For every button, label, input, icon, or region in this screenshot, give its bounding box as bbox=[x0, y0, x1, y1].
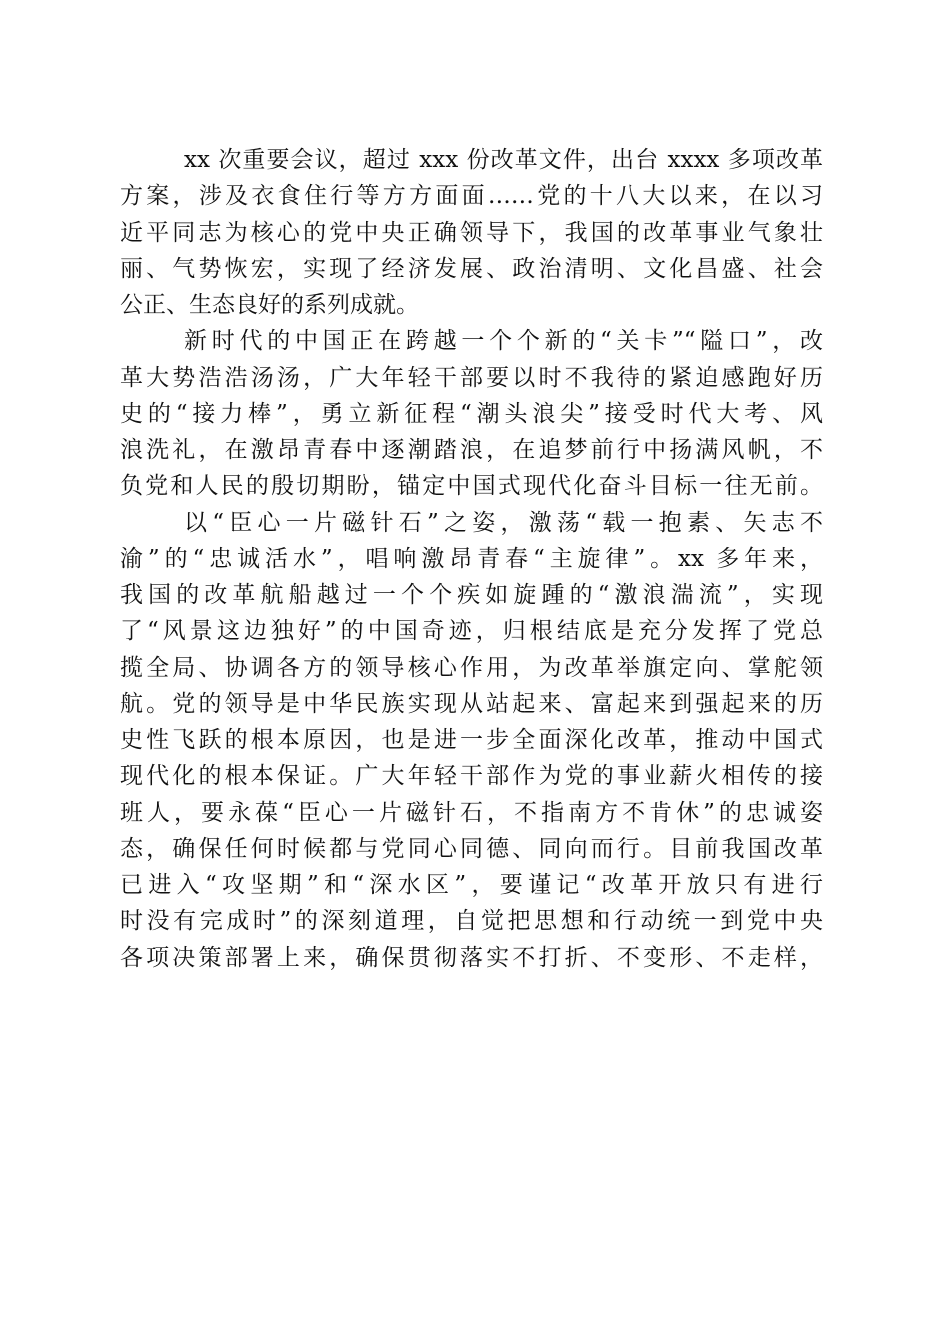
paragraph-line: 史的“接力棒”，勇立新征程“潮头浪尖”接受时代大考、风 bbox=[120, 400, 823, 427]
paragraph-line: 揽全局、协调各方的领导核心作用，为改革举旗定向、掌舵领 bbox=[120, 654, 823, 681]
paragraph-line: 丽、气势恢宏，实现了经济发展、政治清明、文化昌盛、社会 bbox=[120, 255, 823, 282]
paragraph-line: 班人，要永葆“臣心一片磁针石，不指南方不肯休”的忠诚姿 bbox=[120, 799, 823, 826]
paragraph-2 bbox=[120, 323, 823, 504]
paragraph-line: 方案，涉及衣食住行等方方面面……党的十八大以来，在以习 bbox=[120, 183, 823, 210]
paragraph-line: 渝”的“忠诚活水”，唱响激昂青春“主旋律”。xx 多年来， bbox=[120, 545, 823, 572]
paragraph-line: 新时代的中国正在跨越一个个新的“关卡”“隘口”，改 bbox=[184, 328, 823, 355]
paragraph-line: xx 次重要会议，超过 xxx 份改革文件，出台 xxxx 多项改革 bbox=[184, 147, 823, 173]
document-body bbox=[120, 142, 823, 976]
paragraph-line: 了“风景这边独好”的中国奇迹，归根结底是充分发挥了党总 bbox=[120, 618, 823, 645]
paragraph-line: 负党和人民的殷切期盼，锚定中国式现代化奋斗目标一往无前。 bbox=[120, 473, 823, 500]
paragraph-line: 航。党的领导是中华民族实现从站起来、富起来到强起来的历 bbox=[120, 690, 823, 717]
paragraph-line: 态，确保任何时候都与党同心同德、同向而行。目前我国改革 bbox=[120, 835, 823, 862]
paragraph-line: 革大势浩浩汤汤，广大年轻干部要以时不我待的紧迫感跑好历 bbox=[120, 364, 823, 391]
paragraph-line: 已进入“攻坚期”和“深水区”，要谨记“改革开放只有进行 bbox=[120, 872, 823, 898]
paragraph-line: 以“臣心一片磁针石”之姿，激荡“载一抱素、矢志不 bbox=[184, 509, 823, 536]
paragraph-1 bbox=[120, 142, 823, 323]
paragraph-line: 我国的改革航船越过一个个疾如旋踵的“激浪湍流”，实现 bbox=[120, 582, 823, 608]
paragraph-line: 史性飞跃的根本原因，也是进一步全面深化改革，推动中国式 bbox=[120, 727, 823, 753]
paragraph-line: 公正、生态良好的系列成就。 bbox=[120, 292, 419, 318]
paragraph-line: 近平同志为核心的党中央正确领导下，我国的改革事业气象壮 bbox=[120, 219, 823, 246]
paragraph-line: 浪洗礼，在激昂青春中逐潮踏浪，在追梦前行中扬满风帆，不 bbox=[120, 437, 823, 463]
paragraph-3 bbox=[120, 505, 823, 976]
paragraph-line: 时没有完成时”的深刻道理，自觉把思想和行动统一到党中央 bbox=[120, 908, 823, 935]
paragraph-line: 各项决策部署上来，确保贯彻落实不打折、不变形、不走样， bbox=[120, 944, 823, 971]
paragraph-line: 现代化的根本保证。广大年轻干部作为党的事业薪火相传的接 bbox=[120, 763, 823, 790]
